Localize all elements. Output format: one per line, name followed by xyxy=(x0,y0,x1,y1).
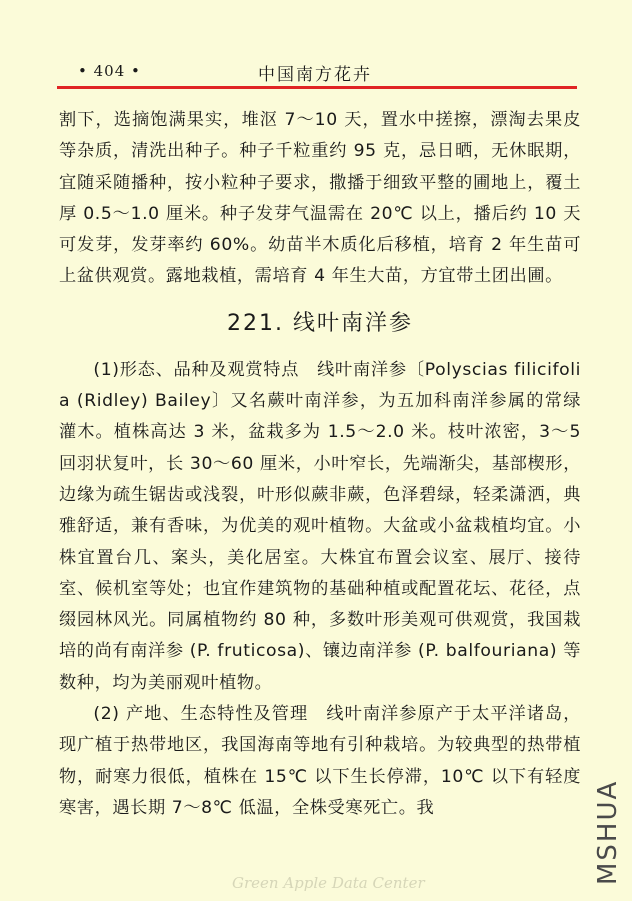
page-number: • 404 • xyxy=(78,62,141,80)
side-watermark: MSHUA xyxy=(593,779,623,885)
header-rule xyxy=(57,86,577,89)
paragraph-origin-ecology: (2) 产地、生态特性及管理 线叶南洋参原产于太平洋诸岛，现广植于热带地区，我国海南等地有引种栽培。为较典型的热带植物，耐寒力很低，植株在 15℃ 以下生长停滞，10℃ 以下有轻度寒害，遇长期 7～8℃ 低温，全株受寒死亡。我 xyxy=(59,704,581,818)
paragraph-continuation: 割下，选摘饱满果实，堆沤 7～10 天，置水中搓擦，漂淘去果皮等杂质，清洗出种子。种子千粒重约 95 克，忌日晒，无休眠期，宜随采随播种，按小粒种子要求，撒播于细致平整的圃地上，覆土厚 0.5～1.0 厘米。种子发芽气温需在 20℃ 以上，播后约 10 天可发芽，发芽率约 60%。幼苗半木质化后移植，培育 2 年生苗可上盆供观赏。露地栽植，需培育 4 年生大苗，方宜带土团出圃。 xyxy=(59,110,581,287)
running-title: 中国南方花卉 xyxy=(258,65,372,85)
page-header xyxy=(0,58,632,85)
bottom-watermark: Green Apple Data Center xyxy=(232,874,425,892)
body-text xyxy=(59,105,581,824)
section-heading: 221. 线叶南洋参 xyxy=(227,310,413,336)
paragraph-morphology: (1)形态、品种及观赏特点 线叶南洋参〔Polyscias filicifolia (Ridley) Bailey〕又名蕨叶南洋参，为五加科南洋参属的常绿灌木。植株高达 3 米，盆栽多为 1.5～2.0 米。枝叶浓密，3～5 回羽状复叶，长 30～60 厘米，小叶窄长，先端渐尖，基部楔形，边缘为疏生锯齿或浅裂，叶形似蕨非蕨，色泽碧绿，轻柔潇洒，典雅舒适，兼有香味，为优美的观叶植物。大盆或小盆栽植均宜。小株宜置台几、案头，美化居室。大株宜布置会议室、展厅、接待室、候机室等处；也宜作建筑物的基础种植或配置花坛、花径，点缀园林风光。同属植物约 80 种，多数叶形美观可供观赏，我国栽培的尚有南洋参 (P. fruticosa)、镶边南洋参 (P. balfouriana) 等数种，均为美丽观叶植物。 xyxy=(59,359,581,693)
